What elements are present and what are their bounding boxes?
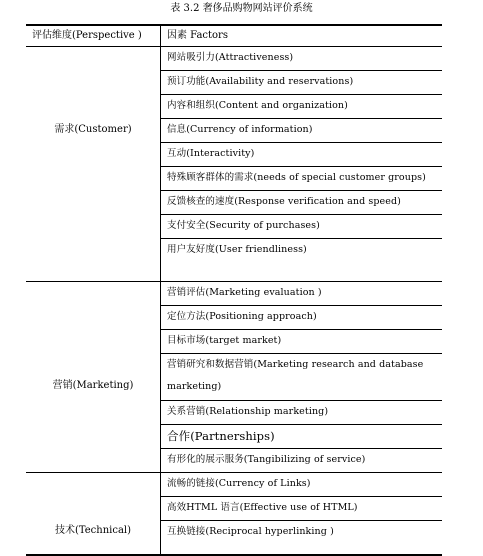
- factor-partnerships: 合作(Partnerships): [167, 429, 275, 443]
- factor-target-market: 目标市场(target market): [167, 335, 282, 346]
- factor-special-needs: 特殊顾客群体的需求(needs of special customer groups): [167, 172, 426, 183]
- table-row: [161, 239, 442, 281]
- table-row: [161, 497, 442, 521]
- factor-currency-links: 流畅的链接(Currency of Links): [167, 478, 311, 489]
- table-row: [161, 167, 442, 191]
- factor-reciprocal-linking: 互换链接(Reciprocal hyperlinking ): [167, 526, 334, 537]
- factor-marketing-research: 营销研究和数据营销(Marketing research and database marketing): [167, 359, 424, 392]
- table-row: [161, 143, 442, 167]
- table-row: [161, 95, 442, 119]
- header-perspective: 评估维度(Perspective ): [32, 30, 142, 41]
- dimension-marketing: 营销(Marketing): [52, 380, 134, 391]
- table-row: [161, 330, 442, 354]
- factor-interactivity: 互动(Interactivity): [167, 148, 255, 159]
- table-row: [161, 473, 442, 497]
- table-row: [161, 449, 442, 472]
- factor-user-friendliness: 用户友好度(User friendliness): [167, 244, 307, 255]
- factor-marketing-evaluation: 营销评估(Marketing evaluation ): [167, 287, 322, 298]
- factor-effective-html: 高效HTML 语言(Effective use of HTML): [167, 502, 358, 513]
- table-caption: 表 3.2 奢侈品购物网站评价系统: [170, 3, 313, 14]
- factor-tangibilizing: 有形化的展示服务(Tangibilizing of service): [167, 454, 366, 465]
- factor-currency-information: 信息(Currency of information): [167, 124, 313, 135]
- table-row: [161, 119, 442, 143]
- factor-availability: 预订功能(Availability and reservations): [167, 76, 354, 87]
- dimension-technical: 技术(Technical): [54, 525, 132, 536]
- table-top-rule: [26, 24, 442, 26]
- header-factors: 因素 Factors: [167, 30, 228, 41]
- table-row: [161, 521, 442, 554]
- factor-security: 支付安全(Security of purchases): [167, 220, 320, 231]
- table-row: [161, 47, 442, 71]
- factor-attractiveness: 网站吸引力(Attractiveness): [167, 52, 294, 63]
- dimension-customer: 需求(Customer): [54, 124, 132, 135]
- table-row: [161, 401, 442, 425]
- table-row: [161, 282, 442, 306]
- factor-response: 反馈核查的速度(Response verification and speed): [167, 196, 401, 207]
- table-row: [161, 191, 442, 215]
- factor-relationship-marketing: 关系营销(Relationship marketing): [167, 406, 329, 417]
- table-row: [161, 425, 442, 449]
- table-row: [161, 306, 442, 330]
- factor-positioning: 定位方法(Positioning approach): [167, 311, 317, 322]
- table-row: [161, 354, 442, 401]
- table-row: [161, 215, 442, 239]
- table-row: [161, 71, 442, 95]
- factor-content: 内容和组织(Content and organization): [167, 100, 348, 111]
